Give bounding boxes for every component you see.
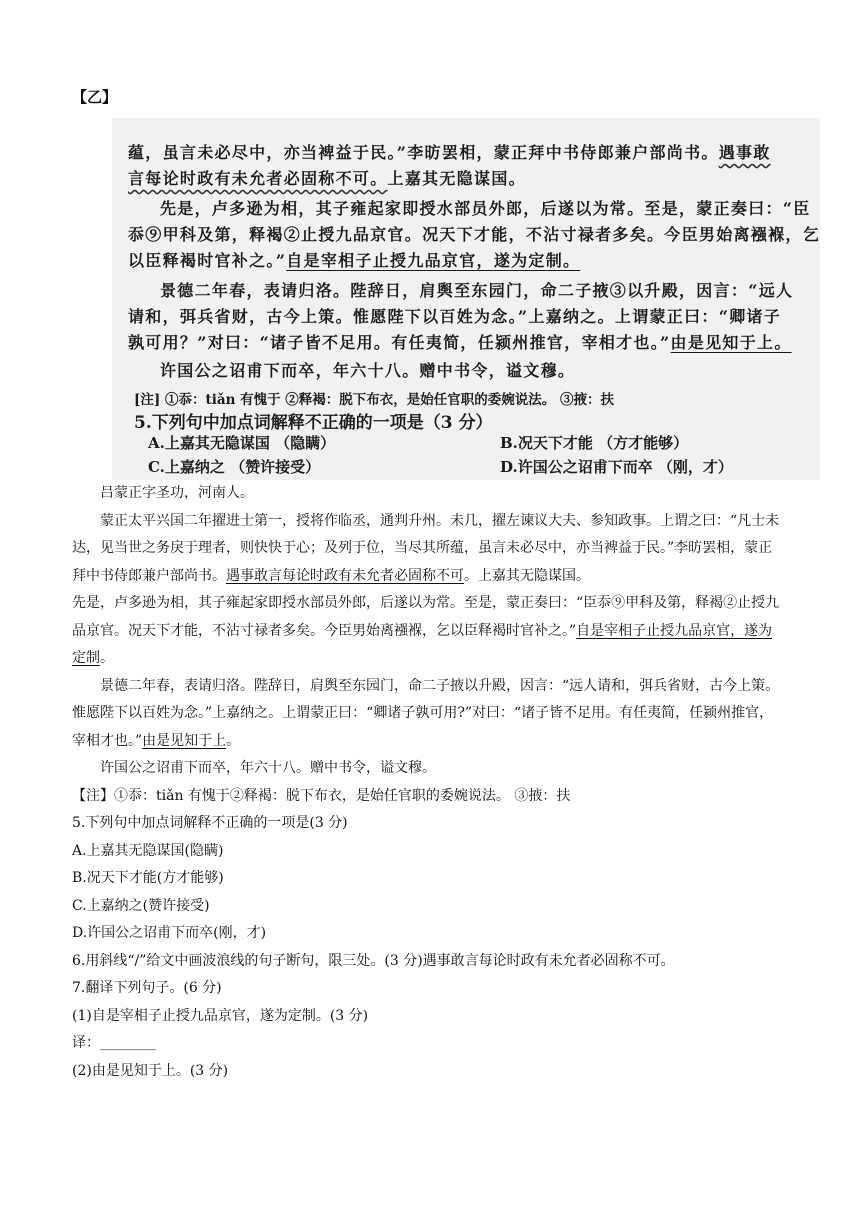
paragraph-3: 景德二年春，表请归洛。陛辞日，肩舆至东园门，命二子掖以升殿，因言：“远人请和，弭兵省财，古今上策。惟愿陛下以百姓为念。”上嘉纳之。上谓蒙正曰：“卿诸子孰可用?”对曰：“诸子皆不足用。有任夷简，任颍州推官，宰相才也。”由是见知于上。 (72, 677, 780, 749)
translate-sentence-1: 自是宰相子止授九品京官，遂为定制 (72, 622, 773, 666)
scan-line: 景德二年春，表请归洛。陛辞日，肩舆至东园门，命二子掖③以升殿，因言：“远人 (160, 281, 794, 300)
option-c: C.上嘉纳之(赞许接受) (72, 897, 210, 914)
option-b: B.况天下才能(方才能够) (72, 870, 224, 886)
option-a: A.上嘉其无隐谋国(隐瞒) (72, 842, 224, 859)
scan-option-b: B.况天下才能 （方才能够） (500, 434, 689, 452)
question-7-2: (2)由是见知于上。(3 分) (72, 1062, 229, 1079)
translate-sentence-2: 由是见知于上 (142, 732, 227, 749)
scan-option-c: C.上嘉纳之 （赞许接受） (148, 458, 321, 476)
question-5: 5.下列句中加点词解释不正确的一项是(3 分) (72, 815, 348, 831)
question-7: 7.翻译下列句子。(6 分) (72, 980, 222, 996)
section-label: 【乙】 (72, 88, 118, 106)
scan-line: 言每论时政有未允者必固称不可。上嘉其无隐谋国。 (128, 169, 526, 188)
annotation-note: 【注】①忝：tiǎn 有愧于②释褐：脱下布衣，是始任官职的委婉说法。 ③掖：扶 (72, 787, 571, 804)
scan-option-d: D.许国公之诏甫下而卒 （刚，才） (500, 458, 733, 476)
option-d: D.许国公之诏甫下而卒(刚，才) (72, 925, 267, 941)
scan-line: 以臣释褐时官补之。”自是宰相子止授九品京官，遂为定制。 (128, 251, 581, 270)
question-6: 6.用斜线“/”给文中画波浪线的句子断句，限三处。(3 分)遇事敢言每论时政有未允者必固称不可。 (72, 952, 675, 969)
scan-note: [注] ①忝：tiǎn 有愧于 ②释褐：脱下布衣，是始任官职的委婉说法。 ③掖：扶 (134, 392, 615, 408)
scan-line: 孰可用？”对曰：“诸子皆不足用。有任夷简，任颍州推官，宰相才也。”由是见知于上。 (128, 333, 792, 352)
wavy-sentence: 遇事敢言每论时政有未允者必固称不可 (226, 567, 464, 584)
answer-blank[interactable]: 译：________ (72, 1035, 156, 1051)
paragraph-4: 许国公之诏甫下而卒，年六十八。赠中书令，谥文穆。 (100, 760, 436, 776)
scan-line: 忝⑨甲科及第，释褐②止授九品京官。况天下才能，不沾寸禄者多矣。今臣男始离襁褓，乞 (128, 225, 820, 244)
passage-text (72, 480, 780, 1085)
author-line: 吕蒙正字圣功，河南人。 (100, 485, 254, 501)
scan-line: 许国公之诏甫下而卒，年六十八。赠中书令，谥文穆。 (160, 361, 576, 380)
question-7-1: (1)自是宰相子止授九品京官，遂为定制。(3 分) (72, 1007, 369, 1024)
scan-line: 请和，弭兵省财，古今上策。惟愿陛下以百姓为念。”上嘉纳之。上谓蒙正曰：“卿诸子 (128, 307, 782, 326)
scan-option-a: A.上嘉其无隐谋国 （隐瞒） (148, 434, 336, 452)
scan-question: 5.下列句中加点词解释不正确的一项是（3 分） (134, 413, 493, 433)
scan-line: 蕴，虽言未必尽中，亦当裨益于民。”李昉罢相，蒙正拜中书侍郎兼户部尚书。遇事敢 (128, 143, 771, 162)
scan-line: 先是，卢多逊为相，其子雍起家即授水部员外郎，后遂以为常。至是，蒙正奏曰：“臣 (160, 199, 811, 218)
paragraph-2: 先是，卢多逊为相，其子雍起家即授水部员外郎，后遂以为常。至是，蒙正奏曰：“臣忝⑨甲科及第，释褐②止授九品京官。况天下才能，不沾寸禄者多矣。今臣男始离襁褓，乞以臣释褐时官补之。”自是宰相子止授九品京官，遂为定制。 (72, 595, 780, 666)
paragraph-1: 蒙正太平兴国二年擢进士第一，授将作临丞，通判升州。未几，擢左谏议大夫、参知政事。上谓之曰：“凡士未达，见当世之务戾于理者，则快快于心；及列于位，当尽其所蕴，虽言未必尽中，亦当裨益于民。”李昉罢相，蒙正拜中书侍郎兼户部尚书。遇事敢言每论时政有未允者必固称不可。上嘉其无隐谋国。 (72, 512, 780, 584)
